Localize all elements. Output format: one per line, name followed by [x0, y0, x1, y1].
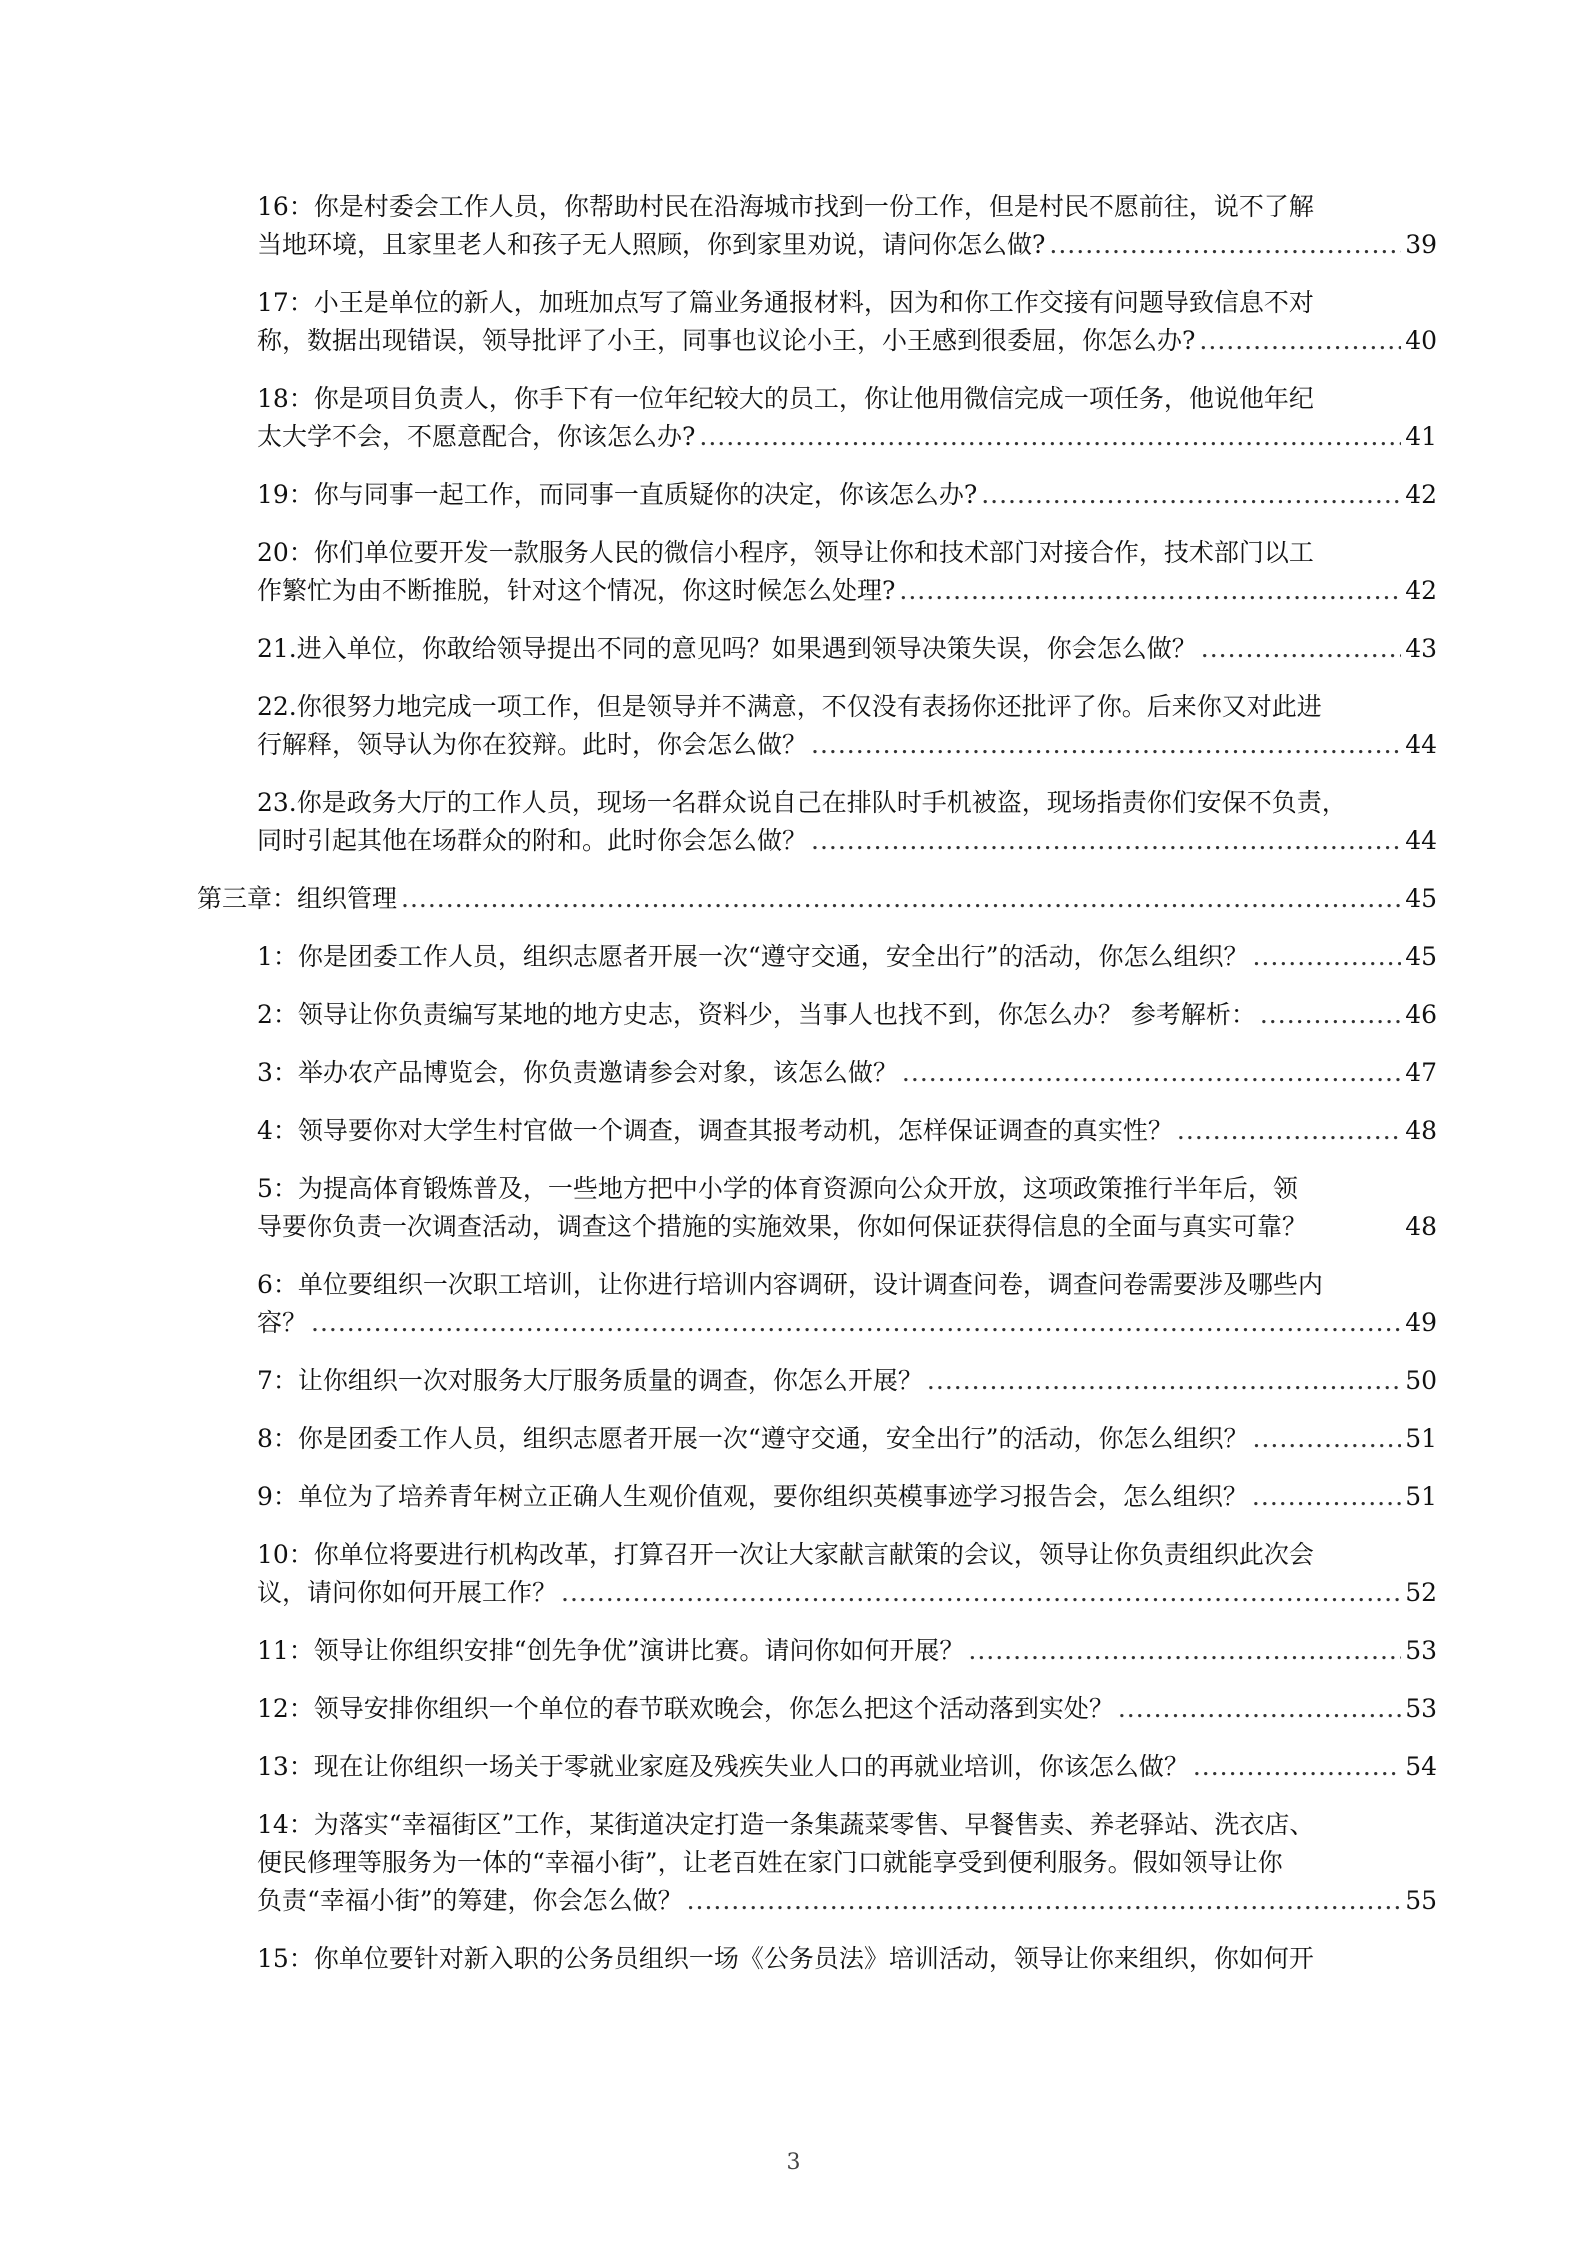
dot-leader: [902, 1054, 1401, 1092]
dot-leader: [811, 822, 1401, 860]
toc-entry-text: 13：现在让你组织一场关于零就业家庭及残疾失业人口的再就业培训，你该怎么做？: [257, 1752, 1189, 1781]
toc-page-number: 48: [1405, 1212, 1437, 1241]
dot-leader: [927, 1362, 1401, 1400]
toc-entry[interactable]: [197, 630, 1437, 668]
toc-entry[interactable]: [197, 1940, 1437, 1978]
toc-entry-text: 太大学不会，不愿意配合，你该怎么办?: [257, 422, 696, 451]
dot-leader: [1252, 1478, 1401, 1516]
toc-entry[interactable]: [197, 1420, 1437, 1458]
toc-entry-text: 导要你负责一次调查活动，调查这个措施的实施效果，你如何保证获得信息的全面与真实可靠？: [257, 1212, 1308, 1241]
dot-leader: [1252, 1420, 1401, 1458]
toc-page-number: 50: [1405, 1366, 1437, 1395]
toc-page-number: 52: [1405, 1578, 1437, 1607]
toc-page-number: 51: [1405, 1424, 1437, 1453]
table-of-contents: [197, 188, 1437, 1998]
toc-entry-text: 便民修理等服务为一体的“幸福小街”，让老百姓在家门口就能享受到便利服务。假如领导让你: [257, 1848, 1283, 1877]
toc-entry[interactable]: [197, 1748, 1437, 1786]
toc-page-number: 49: [1405, 1308, 1437, 1337]
page-number: 3: [786, 2150, 801, 2175]
toc-page-number: 55: [1405, 1886, 1437, 1915]
dot-leader: [899, 572, 1401, 610]
toc-entry[interactable]: [197, 1690, 1437, 1728]
toc-entry-text: 15：你单位要针对新入职的公务员组织一场《公务员法》培训活动，领导让你来组织，你如何开: [257, 1944, 1314, 1973]
toc-entry[interactable]: [197, 1632, 1437, 1670]
toc-entry[interactable]: [197, 1054, 1437, 1092]
toc-page-number: 42: [1405, 576, 1437, 605]
toc-entry[interactable]: [197, 476, 1437, 514]
toc-entry-text: 1：你是团委工作人员，组织志愿者开展一次“遵守交通，安全出行”的活动，你怎么组织？: [257, 942, 1249, 971]
dot-leader: [311, 1304, 1401, 1342]
toc-entry[interactable]: [197, 1112, 1437, 1150]
toc-entry-text: 20：你们单位要开发一款服务人民的微信小程序，领导让你和技术部门对接合作，技术部门以工: [257, 538, 1314, 567]
toc-entry[interactable]: [197, 1478, 1437, 1516]
toc-entry[interactable]: [197, 1536, 1437, 1612]
toc-entry-text: 称，数据出现错误，领导批评了小王，同事也议论小王，小王感到很委屈，你怎么办?: [257, 326, 1196, 355]
toc-page-number: 46: [1405, 1000, 1437, 1029]
toc-entry-text: 19：你与同事一起工作，而同事一直质疑你的决定，你该怎么办?: [257, 480, 978, 509]
dot-leader: [687, 1882, 1402, 1920]
toc-entry-text: 18：你是项目负责人，你手下有一位年纪较大的员工，你让他用微信完成一项任务，他说他年纪: [257, 384, 1314, 413]
toc-entry[interactable]: [197, 534, 1437, 610]
dot-leader: [1201, 630, 1401, 668]
toc-entry-text: 5：为提高体育锻炼普及，一些地方把中小学的体育资源向公众开放，这项政策推行半年后，领: [257, 1174, 1298, 1203]
toc-entry-text: 负责“幸福小街”的筹建，你会怎么做？: [257, 1886, 683, 1915]
toc-entry[interactable]: [197, 938, 1437, 976]
toc-page-number: 53: [1405, 1694, 1437, 1723]
toc-entry[interactable]: [197, 996, 1437, 1034]
toc-entry[interactable]: [197, 284, 1437, 360]
toc-entry-text: 行解释，领导认为你在狡辩。此时，你会怎么做？: [257, 730, 808, 759]
dot-leader: [981, 476, 1401, 514]
dot-leader: [401, 880, 1401, 918]
dot-leader: [1193, 1748, 1401, 1786]
toc-entry-text: 17：小王是单位的新人，加班加点写了篇业务通报材料，因为和你工作交接有问题导致信息不对: [257, 288, 1314, 317]
toc-entry-text: 6：单位要组织一次职工培训，让你进行培训内容调研，设计调查问卷，调查问卷需要涉及哪些内: [257, 1270, 1323, 1299]
toc-entry[interactable]: [197, 1362, 1437, 1400]
toc-page-number: 44: [1405, 826, 1437, 855]
toc-entry-text: 16：你是村委会工作人员，你帮助村民在沿海城市找到一份工作，但是村民不愿前往，说不了解: [257, 192, 1314, 221]
toc-page-number: 41: [1405, 422, 1437, 451]
toc-entry-text: 8：你是团委工作人员，组织志愿者开展一次“遵守交通，安全出行”的活动，你怎么组织？: [257, 1424, 1249, 1453]
toc-entry-text: 21.进入单位，你敢给领导提出不同的意见吗？如果遇到领导决策失误，你会怎么做？: [257, 634, 1197, 663]
dot-leader: [1260, 996, 1401, 1034]
dot-leader: [1049, 226, 1401, 264]
toc-page-number: 44: [1405, 730, 1437, 759]
toc-entry[interactable]: [197, 380, 1437, 456]
toc-chapter-heading[interactable]: [197, 880, 1437, 918]
toc-entry[interactable]: [197, 688, 1437, 764]
toc-page-number: 42: [1405, 480, 1437, 509]
toc-entry-text: 容？: [257, 1308, 308, 1337]
toc-entry-text: 7：让你组织一次对服务大厅服务质量的调查，你怎么开展？: [257, 1366, 923, 1395]
toc-entry[interactable]: [197, 1806, 1437, 1920]
toc-entry-text: 2：领导让你负责编写某地的地方史志，资料少，当事人也找不到，你怎么办？ 参考解析：: [257, 1000, 1256, 1029]
toc-entry[interactable]: [197, 1170, 1437, 1246]
toc-entry-text: 23.你是政务大厅的工作人员，现场一名群众说自己在排队时手机被盗，现场指责你们安保不负责，: [257, 788, 1347, 817]
toc-page-number: 40: [1405, 326, 1437, 355]
toc-entry-text: 3：举办农产品博览会，你负责邀请参会对象，该怎么做？: [257, 1058, 898, 1087]
toc-page-number: 51: [1405, 1482, 1437, 1511]
toc-page-number: 39: [1405, 230, 1437, 259]
toc-entry[interactable]: [197, 1266, 1437, 1342]
toc-page-number: 53: [1405, 1636, 1437, 1665]
toc-entry-text: 当地环境，且家里老人和孩子无人照顾，你到家里劝说，请问你怎么做?: [257, 230, 1046, 259]
dot-leader: [1252, 938, 1401, 976]
dot-leader: [561, 1574, 1401, 1612]
toc-entry-text: 第三章：组织管理: [197, 884, 398, 913]
toc-page-number: 48: [1405, 1116, 1437, 1145]
dot-leader: [968, 1632, 1401, 1670]
toc-entry-text: 14：为落实“幸福街区”工作，某街道决定打造一条集蔬菜零售、早餐售卖、养老驿站、洗衣店、: [257, 1810, 1315, 1839]
toc-entry[interactable]: [197, 188, 1437, 264]
toc-entry-text: 9：单位为了培养青年树立正确人生观价值观，要你组织英模事迹学习报告会，怎么组织？: [257, 1482, 1248, 1511]
toc-entry-text: 同时引起其他在场群众的附和。此时你会怎么做？: [257, 826, 808, 855]
toc-entry-text: 12：领导安排你组织一个单位的春节联欢晚会，你怎么把这个活动落到实处？: [257, 1694, 1114, 1723]
toc-entry-text: 22.你很努力地完成一项工作，但是领导并不满意，不仅没有表扬你还批评了你。后来你又对此进: [257, 692, 1322, 721]
toc-entry-text: 10：你单位将要进行机构改革，打算召开一次让大家献言献策的会议，领导让你负责组织此次会: [257, 1540, 1314, 1569]
toc-entry-text: 4：领导要你对大学生村官做一个调查，调查其报考动机，怎样保证调查的真实性？: [257, 1116, 1173, 1145]
dot-leader: [699, 418, 1401, 456]
dot-leader: [1177, 1112, 1401, 1150]
toc-page-number: 45: [1405, 884, 1437, 913]
dot-leader: [1199, 322, 1401, 360]
dot-leader: [811, 726, 1401, 764]
toc-entry-text: 作繁忙为由不断推脱，针对这个情况，你这时候怎么处理?: [257, 576, 896, 605]
toc-page-number: 54: [1405, 1752, 1437, 1781]
dot-leader: [1118, 1690, 1401, 1728]
toc-entry[interactable]: [197, 784, 1437, 860]
toc-page-number: 45: [1405, 942, 1437, 971]
toc-entry-text: 议，请问你如何开展工作？: [257, 1578, 558, 1607]
toc-page-number: 43: [1405, 634, 1437, 663]
toc-entry-text: 11：领导让你组织安排“创先争优”演讲比赛。请问你如何开展？: [257, 1636, 965, 1665]
toc-page-number: 47: [1405, 1058, 1437, 1087]
